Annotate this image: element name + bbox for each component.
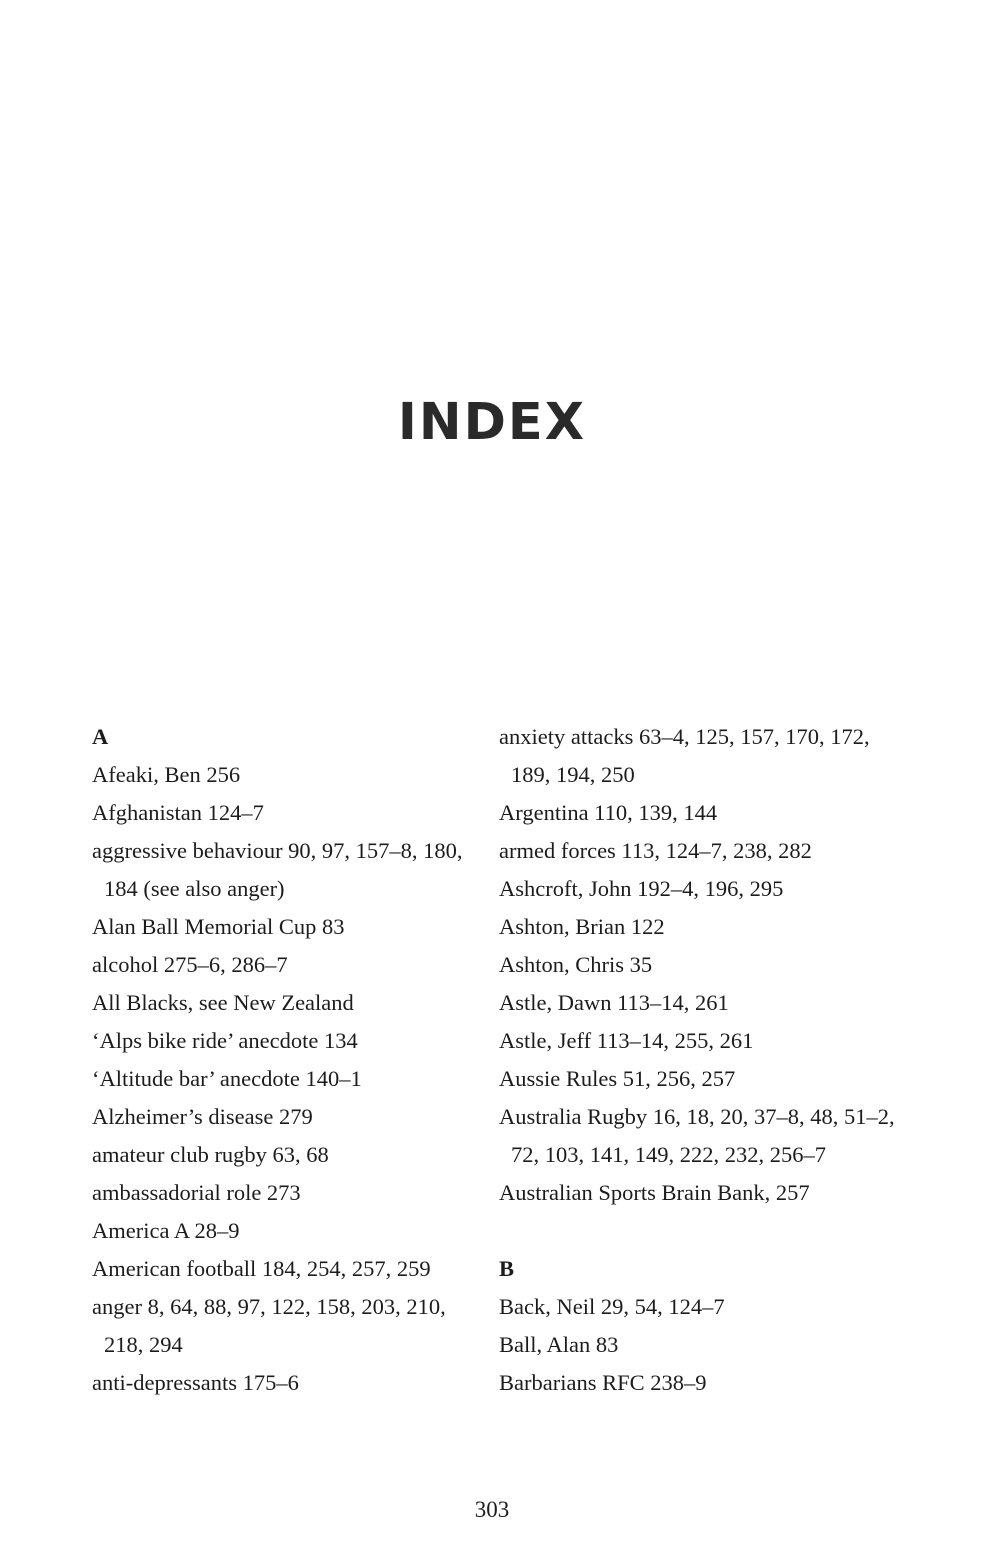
index-entry: Barbarians RFC 238–9 (499, 1370, 707, 1395)
page-number: 303 (474, 1497, 510, 1522)
index-entry: America A 28–9 (92, 1218, 240, 1243)
index-entry: Ashton, Brian 122 (499, 914, 665, 939)
index-entry: Astle, Dawn 113–14, 261 (499, 990, 729, 1015)
index-entry: Afeaki, Ben 256 (92, 762, 241, 787)
section-letter-b: B (499, 1256, 515, 1281)
index-entry: alcohol 275–6, 286–7 (92, 952, 288, 977)
index-entry: All Blacks, see New Zealand (92, 990, 354, 1015)
section-letter-a: A (92, 724, 109, 749)
index-entry: Back, Neil 29, 54, 124–7 (499, 1294, 725, 1319)
index-entry: anxiety attacks 63–4, 125, 157, 170, 172, 189, 194, 250 (499, 724, 870, 787)
section-spacer (499, 1212, 899, 1250)
index-entry: Afghanistan 124–7 (92, 800, 264, 825)
index-entry: armed forces 113, 124–7, 238, 282 (499, 838, 812, 863)
index-column-left (92, 718, 482, 1402)
index-entry: Alzheimer’s disease 279 (92, 1104, 313, 1129)
index-entry: Australia Rugby 16, 18, 20, 37–8, 48, 51–2, 72, 103, 141, 149, 222, 232, 256–7 (499, 1104, 895, 1167)
index-entry: Astle, Jeff 113–14, 255, 261 (499, 1028, 754, 1053)
index-entry: Australian Sports Brain Bank, 257 (499, 1180, 810, 1205)
index-entry: American football 184, 254, 257, 259 (92, 1256, 431, 1281)
index-entry: ambassadorial role 273 (92, 1180, 301, 1205)
index-column-right (499, 718, 899, 1402)
index-entry: Aussie Rules 51, 256, 257 (499, 1066, 736, 1091)
index-entry: Ball, Alan 83 (499, 1332, 619, 1357)
index-entry: Ashcroft, John 192–4, 196, 295 (499, 876, 784, 901)
index-entry: Ashton, Chris 35 (499, 952, 653, 977)
page-title: INDEX (397, 393, 587, 452)
index-entry: Argentina 110, 139, 144 (499, 800, 718, 825)
index-entry: anger 8, 64, 88, 97, 122, 158, 203, 210, 218, 294 (92, 1294, 446, 1357)
index-entry: anti-depressants 175–6 (92, 1370, 299, 1395)
index-entry: Alan Ball Memorial Cup 83 (92, 914, 345, 939)
index-entry: aggressive behaviour 90, 97, 157–8, 180, 184 (see also anger) (92, 838, 463, 901)
index-entry: ‘Alps bike ride’ anecdote 134 (92, 1028, 358, 1053)
index-entry: amateur club rugby 63, 68 (92, 1142, 329, 1167)
index-entry: ‘Altitude bar’ anecdote 140–1 (92, 1066, 362, 1091)
